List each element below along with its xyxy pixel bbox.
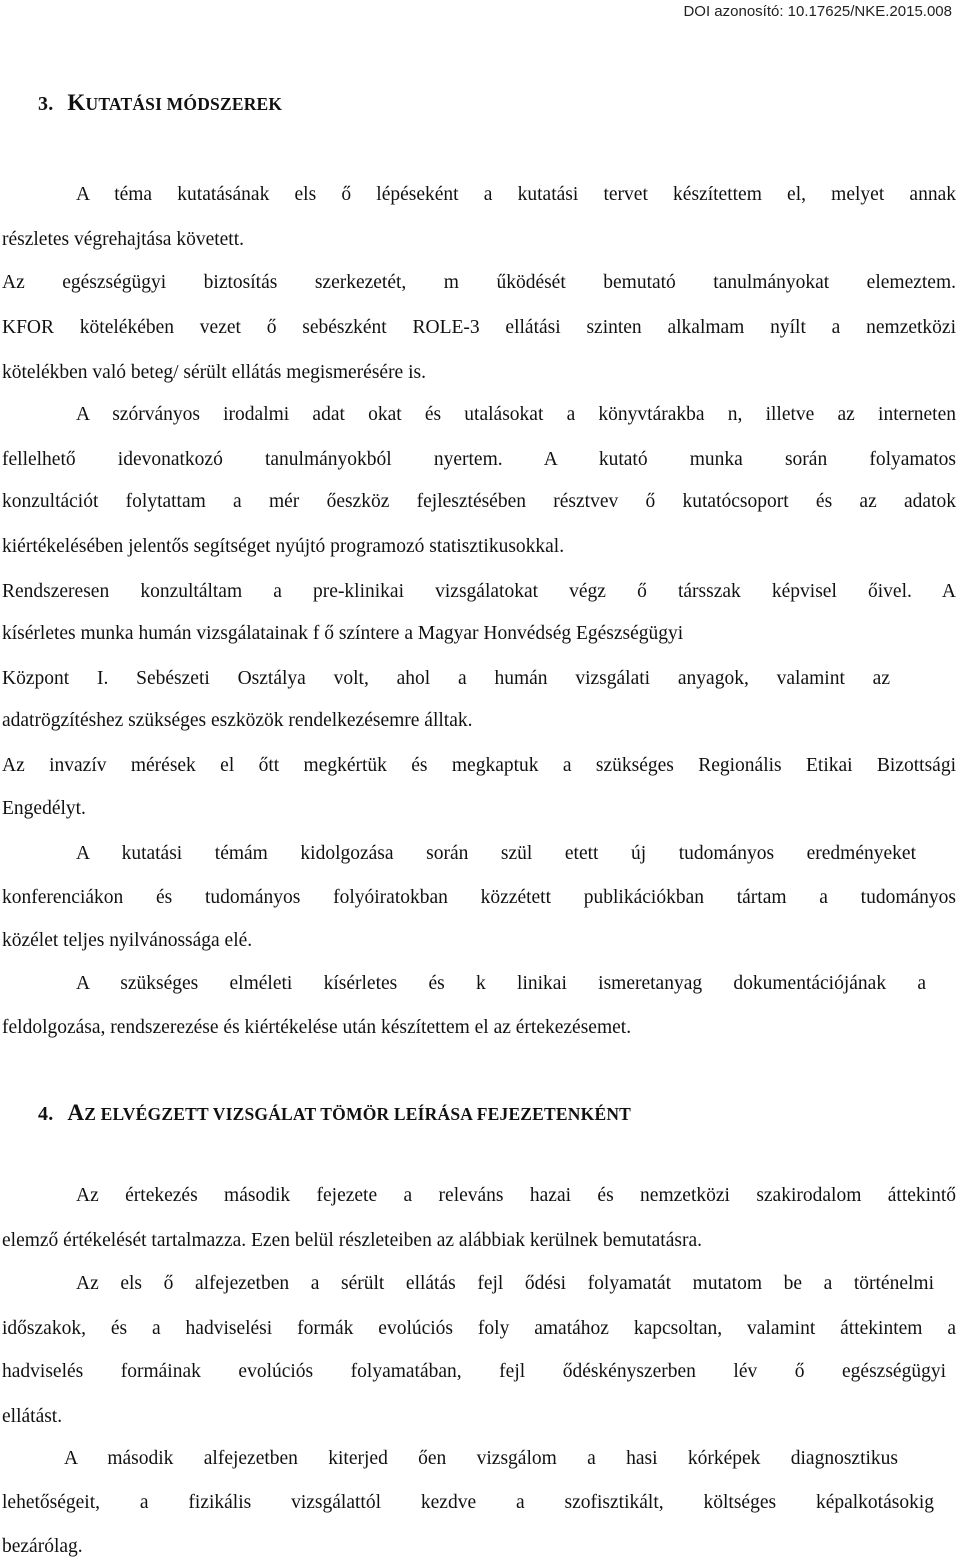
text-line: Rendszeresen konzultáltam a pre-klinikai vizsgálatokat végz ő társszak képvisel őivel. A — [2, 581, 956, 602]
section-number: 3. — [38, 93, 54, 115]
text-line: bezárólag. — [2, 1536, 83, 1557]
text-line: A második alfejezetben kiterjed ően vizsgálom a hasi kórképek diagnosztikus — [64, 1448, 898, 1469]
text-line: Az invazív mérések el őtt megkértük és megkaptuk a szükséges Regionális Etikai Bizottsági — [2, 755, 956, 776]
text-line: Az egészségügyi biztosítás szerkezetét, m űködését bemutató tanulmányokat elemeztem. — [2, 272, 956, 293]
title-rest: UTATÁSI MÓDSZEREK — [85, 94, 283, 114]
text-line: A kutatási témám kidolgozása során szül etett új tudományos eredményeket — [76, 843, 916, 864]
doi-header: DOI azonosító: 10.17625/NKE.2015.008 — [683, 3, 952, 20]
section-3-heading — [38, 90, 282, 116]
text-line: elemző értékelését tartalmazza. Ezen belül részleteiben az alábbiak kerülnek bemutatásra. — [2, 1230, 702, 1251]
text-line: kiértékelésében jelentős segítséget nyújtó programozó statisztikusokkal. — [2, 536, 565, 557]
text-line: fellelhető idevonatkozó tanulmányokból nyertem. A kutató munka során folyamatos — [2, 449, 956, 470]
text-line: Az értekezés második fejezete a releváns hazai és nemzetközi szakirodalom áttekintő — [76, 1185, 956, 1206]
text-line: A szórványos irodalmi adat okat és utalásokat a könyvtárakba n, illetve az interneten — [76, 404, 956, 425]
title-initial: A — [67, 1100, 85, 1125]
text-line: Központ I. Sebészeti Osztálya volt, ahol a humán vizsgálati anyagok, valamint az — [2, 668, 890, 689]
text-line: konzultációt folytattam a mér őeszköz fejlesztésében résztvev ő kutatócsoport és az adatok — [2, 491, 956, 512]
text-line: adatrögzítéshez szükséges eszközök rendelkezésemre álltak. — [2, 710, 473, 731]
text-line: Engedélyt. — [2, 798, 86, 819]
text-line: konferenciákon és tudományos folyóiratokban közzétett publikációkban tártam a tudományos — [2, 887, 956, 908]
title-rest: Z ELVÉGZETT VIZSGÁLAT TÖMÖR LEÍRÁSA FEJEZETENKÉNT — [84, 1104, 632, 1124]
title-initial: K — [67, 90, 86, 115]
text-line: Az els ő alfejezetben a sérült ellátás fejl ődési folyamatát mutatom be a történelmi — [76, 1273, 934, 1294]
text-line: közélet teljes nyilvánossága elé. — [2, 930, 253, 951]
text-line: ellátást. — [2, 1406, 63, 1427]
text-line: KFOR kötelékében vezet ő sebészként ROLE-3 ellátási szinten alkalmam nyílt a nemzetközi — [2, 317, 956, 338]
section-4-heading — [38, 1100, 631, 1126]
text-line: A szükséges elméleti kísérletes és k linikai ismeretanyag dokumentációjának a — [76, 973, 926, 994]
text-line: kísérletes munka humán vizsgálatainak f ő színtere a Magyar Honvédség Egészségügyi — [2, 623, 684, 644]
text-line: lehetőségeit, a fizikális vizsgálattól kezdve a szofisztikált, költséges képalkotásokig — [2, 1492, 934, 1513]
text-line: feldolgozása, rendszerezése és kiértékelése után készítettem el az értekezésemet. — [2, 1017, 632, 1038]
text-line: A téma kutatásának els ő lépéseként a kutatási tervet készítettem el, melyet annak — [76, 184, 956, 205]
section-number: 4. — [38, 1103, 54, 1125]
text-line: hadviselés formáinak evolúciós folyamatában, fejl ődéskényszerben lév ő egészségügyi — [2, 1361, 946, 1382]
text-line: részletes végrehajtása követett. — [2, 229, 245, 250]
text-line: kötelékben való beteg/ sérült ellátás megismerésére is. — [2, 362, 426, 383]
text-line: időszakok, és a hadviselési formák evolúciós foly amatához kapcsoltan, valamint áttekintem a — [2, 1318, 956, 1339]
